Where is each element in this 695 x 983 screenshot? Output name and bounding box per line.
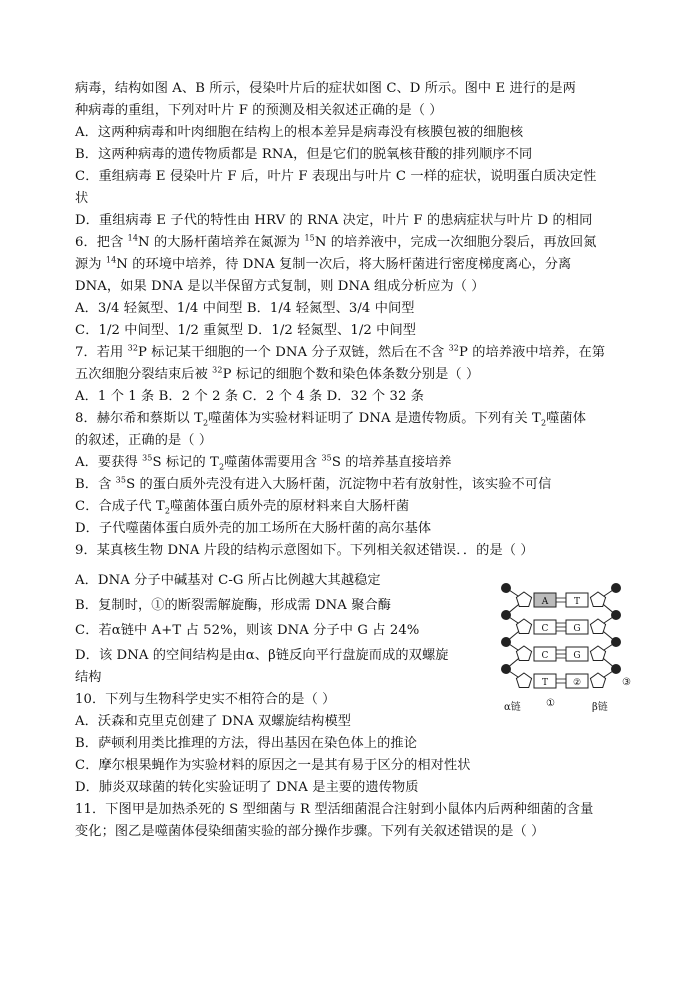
text-run: B．复制时，①的断裂需解旋酶，形成需 DNA 聚合酶 <box>75 598 392 613</box>
text-run: P 标记的细胞个数和染色体条数分别是（ ） <box>222 367 480 382</box>
text-sup: 35 <box>142 453 153 463</box>
text-run: 五次细胞分裂结束后被 <box>75 367 213 382</box>
text-line-l12 <box>75 321 416 341</box>
phosphate-right <box>611 664 621 674</box>
text-run: D．肺炎双球菌的转化实验证明了 DNA 是主要的遗传物质 <box>75 780 419 795</box>
sugar-right <box>590 619 605 634</box>
base-label-left: C <box>541 651 549 661</box>
text-run: P 的培养液中培养，在第 <box>458 345 606 360</box>
text-line-l31 <box>75 756 471 776</box>
phosphate-left <box>501 610 511 620</box>
alpha-strand-label: α链 <box>504 702 521 713</box>
text-line-l06 <box>75 189 88 209</box>
sugar-left <box>516 646 531 661</box>
text-line-l02 <box>75 101 443 121</box>
text-run: 病毒，结构如图 A、B 所示，侵染叶片后的症状如图 C、D 所示。图中 E 进行的是两 <box>75 81 576 96</box>
text-run: S 标记的 T <box>152 455 219 470</box>
text-run: C．合成子代 T <box>75 499 165 514</box>
text-run: C．1/2 中间型、1/2 重氮型 D．1/2 轻氮型、1/2 中间型 <box>75 323 417 338</box>
text-run: C．重组病毒 E 侵染叶片 F 后，叶片 F 表现出与叶片 C 一样的症状，说明蛋白质决定性 <box>75 169 597 184</box>
text-line-l32 <box>75 778 419 798</box>
text-run: 噬菌体蛋白质外壳的原材料来自大肠杆菌 <box>170 499 410 514</box>
text-line-l11 <box>75 299 415 319</box>
text-run: 噬菌体需要用含 <box>224 455 322 470</box>
text-sup: 32 <box>212 365 223 375</box>
base-label-right: T <box>573 597 581 607</box>
base-label-right: G <box>573 624 581 634</box>
sugar-right <box>590 646 605 661</box>
text-line-l34 <box>75 822 544 842</box>
base-label-left: C <box>541 624 549 634</box>
text-line-l14 <box>75 365 479 385</box>
text-run: A．DNA 分子中碱基对 C-G 所占比例越大其越稳定 <box>75 573 381 588</box>
text-line-l23 <box>75 571 381 591</box>
text-run: 状 <box>75 191 89 206</box>
text-sub: 2 <box>164 506 171 516</box>
text-run: 8．赫尔希和蔡斯以 T <box>75 411 203 426</box>
text-run: 11．下图甲是加热杀死的 S 型细菌与 R 型活细菌混合注射到小鼠体内后两种细菌的含量 <box>75 802 594 817</box>
text-run: 的叙述，正确的是（ ） <box>75 433 213 448</box>
base-label-right: G <box>573 651 581 661</box>
text-sup: 32 <box>448 343 459 353</box>
text-line-l30 <box>75 734 417 754</box>
text-run: A．这两种病毒和叶肉细胞在结构上的根本差异是病毒没有核膜包被的细胞核 <box>75 125 524 140</box>
text-line-l25 <box>75 621 419 641</box>
text-line-l33 <box>75 800 593 820</box>
text-line-l24 <box>75 596 391 616</box>
text-run: B．这两种病毒的遗传物质都是 RNA，但是它们的脱氧核苷酸的排列顺序不同 <box>75 147 533 162</box>
text-run: P 标记某干细胞的一个 DNA 分子双链，然后在不含 <box>138 345 449 360</box>
text-sub: 2 <box>202 418 209 428</box>
beta-strand-label: β链 <box>592 702 608 713</box>
text-run: N 的环境中培养，待 DNA 复制一次后，将大肠杆菌进行密度梯度离心，分离 <box>116 257 572 272</box>
phosphate-right <box>611 583 621 593</box>
text-run: S 的蛋白质外壳没有进入大肠杆菌，沉淀物中若有放射性，该实验不可信 <box>126 477 552 492</box>
text-line-l21 <box>75 519 431 539</box>
text-run: 9．某真核生物 DNA 片段的结构示意图如下。下列相关叙述错误．．的是（ ） <box>75 543 534 558</box>
marker-3-label: ③ <box>622 677 631 688</box>
text-run: 结构 <box>75 670 102 685</box>
text-run: B．萨顿利用类比推理的方法，得出基因在染色体上的推论 <box>75 736 417 751</box>
text-line-l22 <box>75 541 534 561</box>
text-line-l15 <box>75 387 424 407</box>
text-sub: 2 <box>540 418 547 428</box>
text-line-l04 <box>75 145 532 165</box>
phosphate-left <box>501 664 511 674</box>
text-run: 7．若用 <box>75 345 128 360</box>
text-line-l16 <box>75 409 586 429</box>
text-run: S 的培养基直接培养 <box>331 455 452 470</box>
phosphate-right <box>611 610 621 620</box>
text-run: D．子代噬菌体蛋白质外壳的加工场所在大肠杆菌的高尔基体 <box>75 521 432 536</box>
text-run: D．该 DNA 的空间结构是由α、β链反向平行盘旋而成的双螺旋 <box>75 648 449 663</box>
text-sup: 35 <box>115 475 127 485</box>
text-line-l13 <box>75 343 605 363</box>
text-line-l20 <box>75 497 409 517</box>
text-run: A．3/4 轻氮型、1/4 中间型 B．1/4 轻氮型、3/4 中间型 <box>75 301 415 316</box>
text-sup: 14 <box>105 255 117 265</box>
text-run: 10．下列与生物科学史实不相符合的是（ ） <box>75 692 336 707</box>
text-run: 噬菌体 <box>546 411 587 426</box>
sugar-left <box>516 592 531 607</box>
text-line-l08 <box>75 233 597 253</box>
text-sup: 35 <box>321 453 332 463</box>
text-sup: 14 <box>127 233 139 243</box>
sugar-right <box>590 673 605 688</box>
text-line-l09 <box>75 255 571 275</box>
text-line-l27 <box>75 668 102 688</box>
text-run: 噬菌体为实验材料证明了 DNA 是遗传物质。下列有关 T <box>208 411 541 426</box>
text-line-l28 <box>75 690 335 710</box>
text-line-l07 <box>75 211 592 231</box>
text-line-l05 <box>75 167 596 187</box>
text-line-l19 <box>75 475 551 495</box>
text-run: A．1 个 1 条 B．2 个 2 条 C．2 个 4 条 D．32 个 32 条 <box>75 389 425 404</box>
sugar-left <box>516 673 531 688</box>
text-run: A．要获得 <box>75 455 143 470</box>
phosphate-left <box>501 583 511 593</box>
sugar-left <box>516 619 531 634</box>
text-line-l29 <box>75 712 351 732</box>
text-line-l26 <box>75 646 449 666</box>
text-run: D．重组病毒 E 子代的特性由 HRV 的 RNA 决定，叶片 F 的患病症状与叶片 D 的相同 <box>75 213 593 228</box>
text-line-l03 <box>75 123 523 143</box>
base-label-left: A <box>541 597 549 607</box>
phosphate-left <box>501 637 511 647</box>
text-run: B．含 <box>75 477 116 492</box>
text-run: 变化；图乙是噬菌体侵染细菌实验的部分操作步骤。下列有关叙述错误的是（ ） <box>75 824 545 839</box>
text-run: DNA，如果 DNA 是以半保留方式复制，则 DNA 组成分析应为（ ） <box>75 279 485 294</box>
text-line-l18 <box>75 453 452 473</box>
marker-1-label: ① <box>546 698 555 709</box>
text-sup: 32 <box>127 343 139 353</box>
base-label-left: T <box>541 678 549 688</box>
text-run: C．摩尔根果蝇作为实验材料的原因之一是其有易于区分的相对性状 <box>75 758 471 773</box>
text-sub: 2 <box>218 462 225 472</box>
text-run: 6．把含 <box>75 235 128 250</box>
text-line-l10 <box>75 277 485 297</box>
dna-structure-figure <box>484 575 634 715</box>
text-line-l17 <box>75 431 212 451</box>
text-run: 种病毒的重组，下列对叶片 F 的预测及相关叙述正确的是（ ） <box>75 103 443 118</box>
phosphate-right <box>611 637 621 647</box>
text-run: N 的大肠杆菌培养在氮源为 <box>138 235 305 250</box>
base-label-right: ② <box>572 678 582 688</box>
text-run: A．沃森和克里克创建了 DNA 双螺旋结构模型 <box>75 714 352 729</box>
text-line-l01 <box>75 79 576 99</box>
text-run: N 的培养液中，完成一次细胞分裂后，再放回氮 <box>314 235 597 250</box>
text-run: C．若α链中 A+T 占 52%，则该 DNA 分子中 G 占 24% <box>75 623 420 638</box>
sugar-right <box>590 592 605 607</box>
text-run: 源为 <box>75 257 106 272</box>
text-sup: 15 <box>304 233 315 243</box>
